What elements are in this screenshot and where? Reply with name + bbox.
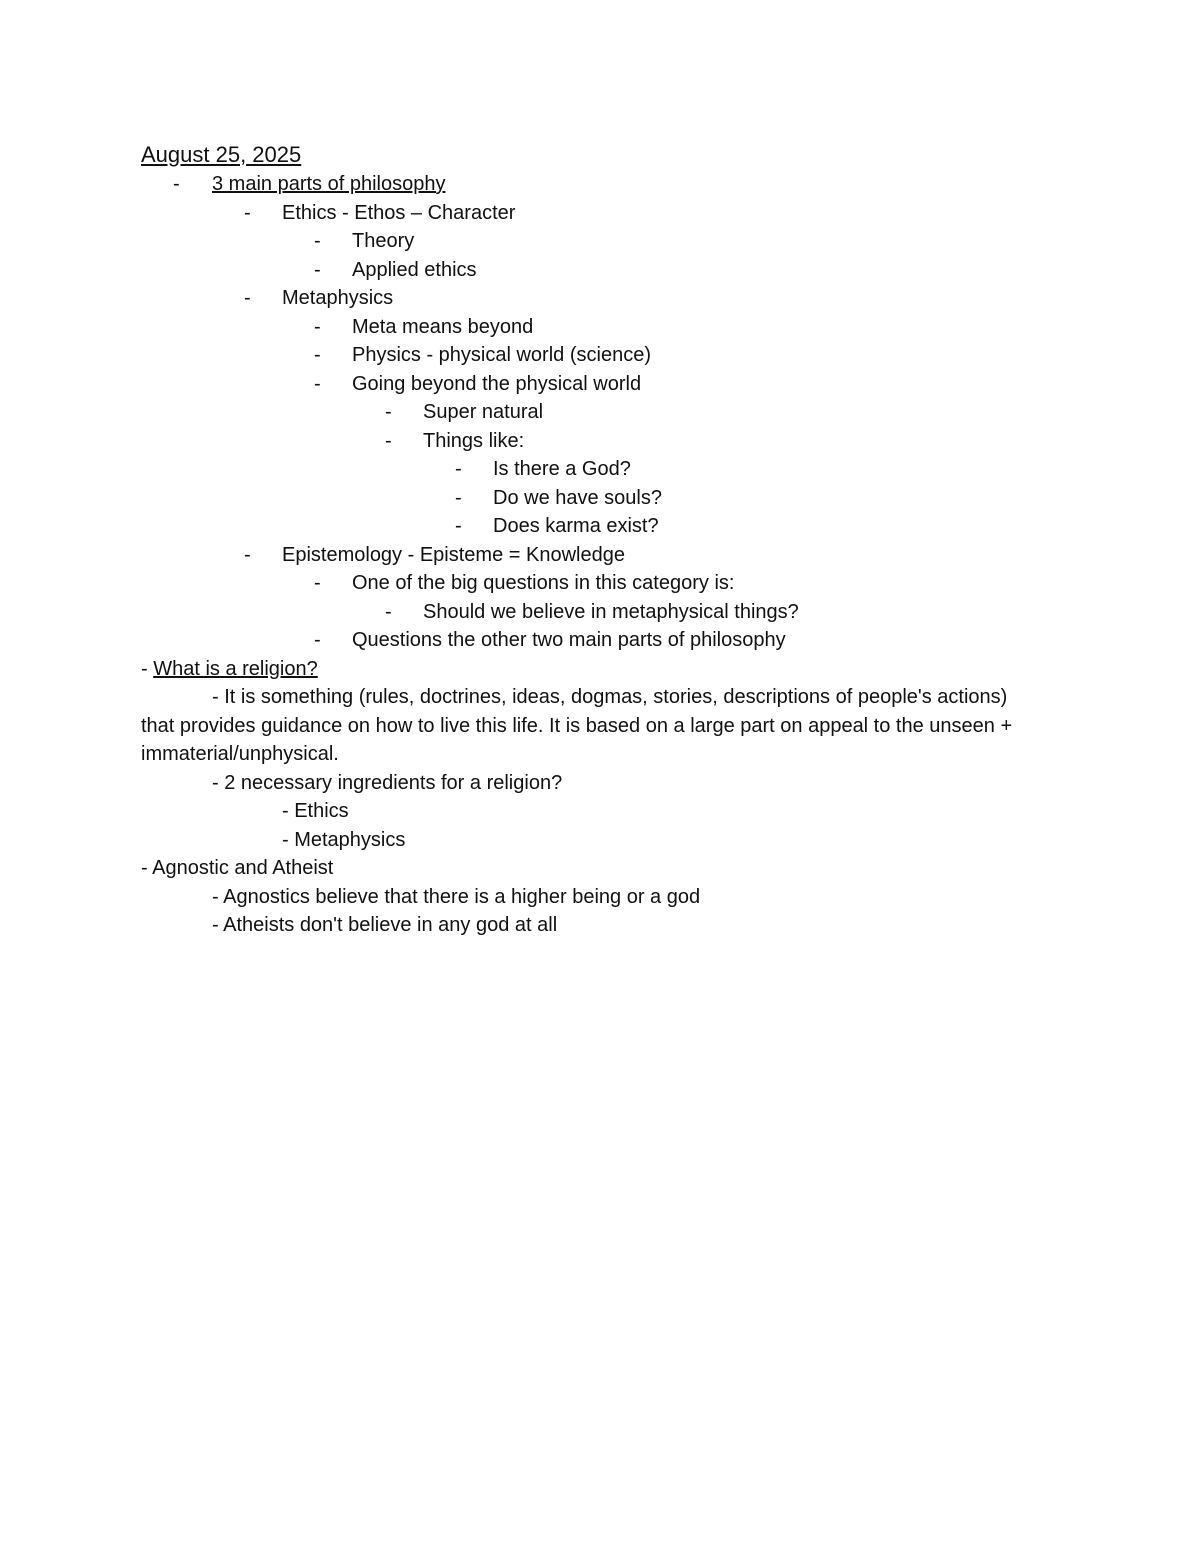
agnostic-heading: - Agnostic and Atheist (141, 857, 334, 879)
agnostic-item: - Atheists don't believe in any god at all (212, 914, 558, 936)
list-item-ethics (141, 199, 1061, 228)
religion-heading: What is a religion? (153, 657, 318, 680)
bullet-dash: - (314, 315, 321, 338)
list-item (141, 427, 1061, 456)
bullet-dash: - (314, 230, 321, 252)
list-item (141, 313, 1061, 342)
epistemology-label: Epistemology - Episteme = Knowledge (282, 543, 625, 566)
ethics-item: Theory (352, 230, 415, 252)
ingredient-item: - Metaphysics (282, 828, 406, 851)
metaphysics-item: Physics - physical world (science) (352, 344, 651, 366)
ethics-label: Ethics - Ethos – Character (282, 201, 516, 224)
epistemology-item: One of the big questions in this category is: (352, 572, 735, 594)
list-item (141, 569, 1061, 598)
metaphysics-label: Metaphysics (282, 287, 394, 309)
bullet-dash: - (314, 344, 321, 366)
religion-definition-text: - It is something (rules, doctrines, ideas, dogmas, stories, descriptions of people's actions) that provides guidance on how to live this life. It is based on a large part on appeal to the unseen + immaterial/unphysical. (141, 686, 1013, 765)
bullet-dash: - (314, 629, 321, 651)
main-parts-heading: 3 main parts of philosophy (212, 173, 446, 195)
list-item-main-parts (141, 170, 1061, 199)
bullet-dash: - (244, 287, 251, 309)
date-heading: August 25, 2025 (141, 142, 302, 167)
beyond-item: Things like: (423, 429, 525, 452)
list-item (141, 256, 1061, 285)
list-item (141, 598, 1061, 627)
bullet-dash: - (244, 201, 251, 224)
list-item (141, 626, 1061, 655)
list-item (141, 455, 1061, 484)
beyond-item: Super natural (423, 401, 544, 423)
metaphysics-item: Going beyond the physical world (352, 372, 642, 395)
list-item (141, 512, 1061, 541)
epistemology-item: Questions the other two main parts of philosophy (352, 629, 786, 651)
list-item (141, 484, 1061, 513)
list-item-metaphysics (141, 284, 1061, 313)
things-like-item: Is there a God? (493, 458, 631, 480)
list-item (141, 370, 1061, 399)
religion-ingredients: - 2 necessary ingredients for a religion? (212, 771, 563, 794)
ingredient-item: - Ethics (282, 800, 349, 822)
things-like-item: Do we have souls? (493, 486, 662, 509)
bullet-dash: - (455, 458, 462, 480)
religion-definition (141, 683, 1041, 769)
list-item (141, 398, 1061, 427)
epistemology-subitem: Should we believe in metaphysical things? (423, 600, 799, 623)
agnostic-item: - Agnostics believe that there is a higher being or a god (212, 885, 701, 908)
list-item (141, 227, 1061, 256)
bullet-dash: - (244, 543, 251, 566)
religion-prefix: - (141, 657, 154, 680)
bullet-dash: - (385, 429, 392, 452)
bullet-dash: - (455, 515, 462, 537)
metaphysics-item: Meta means beyond (352, 315, 534, 338)
bullet-dash: - (455, 486, 462, 509)
bullet-dash: - (385, 401, 392, 423)
things-like-item: Does karma exist? (493, 515, 659, 537)
bullet-dash: - (385, 600, 392, 623)
bullet-dash: - (314, 372, 321, 395)
religion-heading-line (141, 655, 1061, 684)
bullet-dash: - (173, 173, 180, 195)
bullet-dash: - (314, 572, 321, 594)
list-item (141, 341, 1061, 370)
notes-body (141, 141, 1061, 940)
bullet-dash: - (314, 258, 321, 281)
ethics-item: Applied ethics (352, 258, 477, 281)
list-item-epistemology (141, 541, 1061, 570)
